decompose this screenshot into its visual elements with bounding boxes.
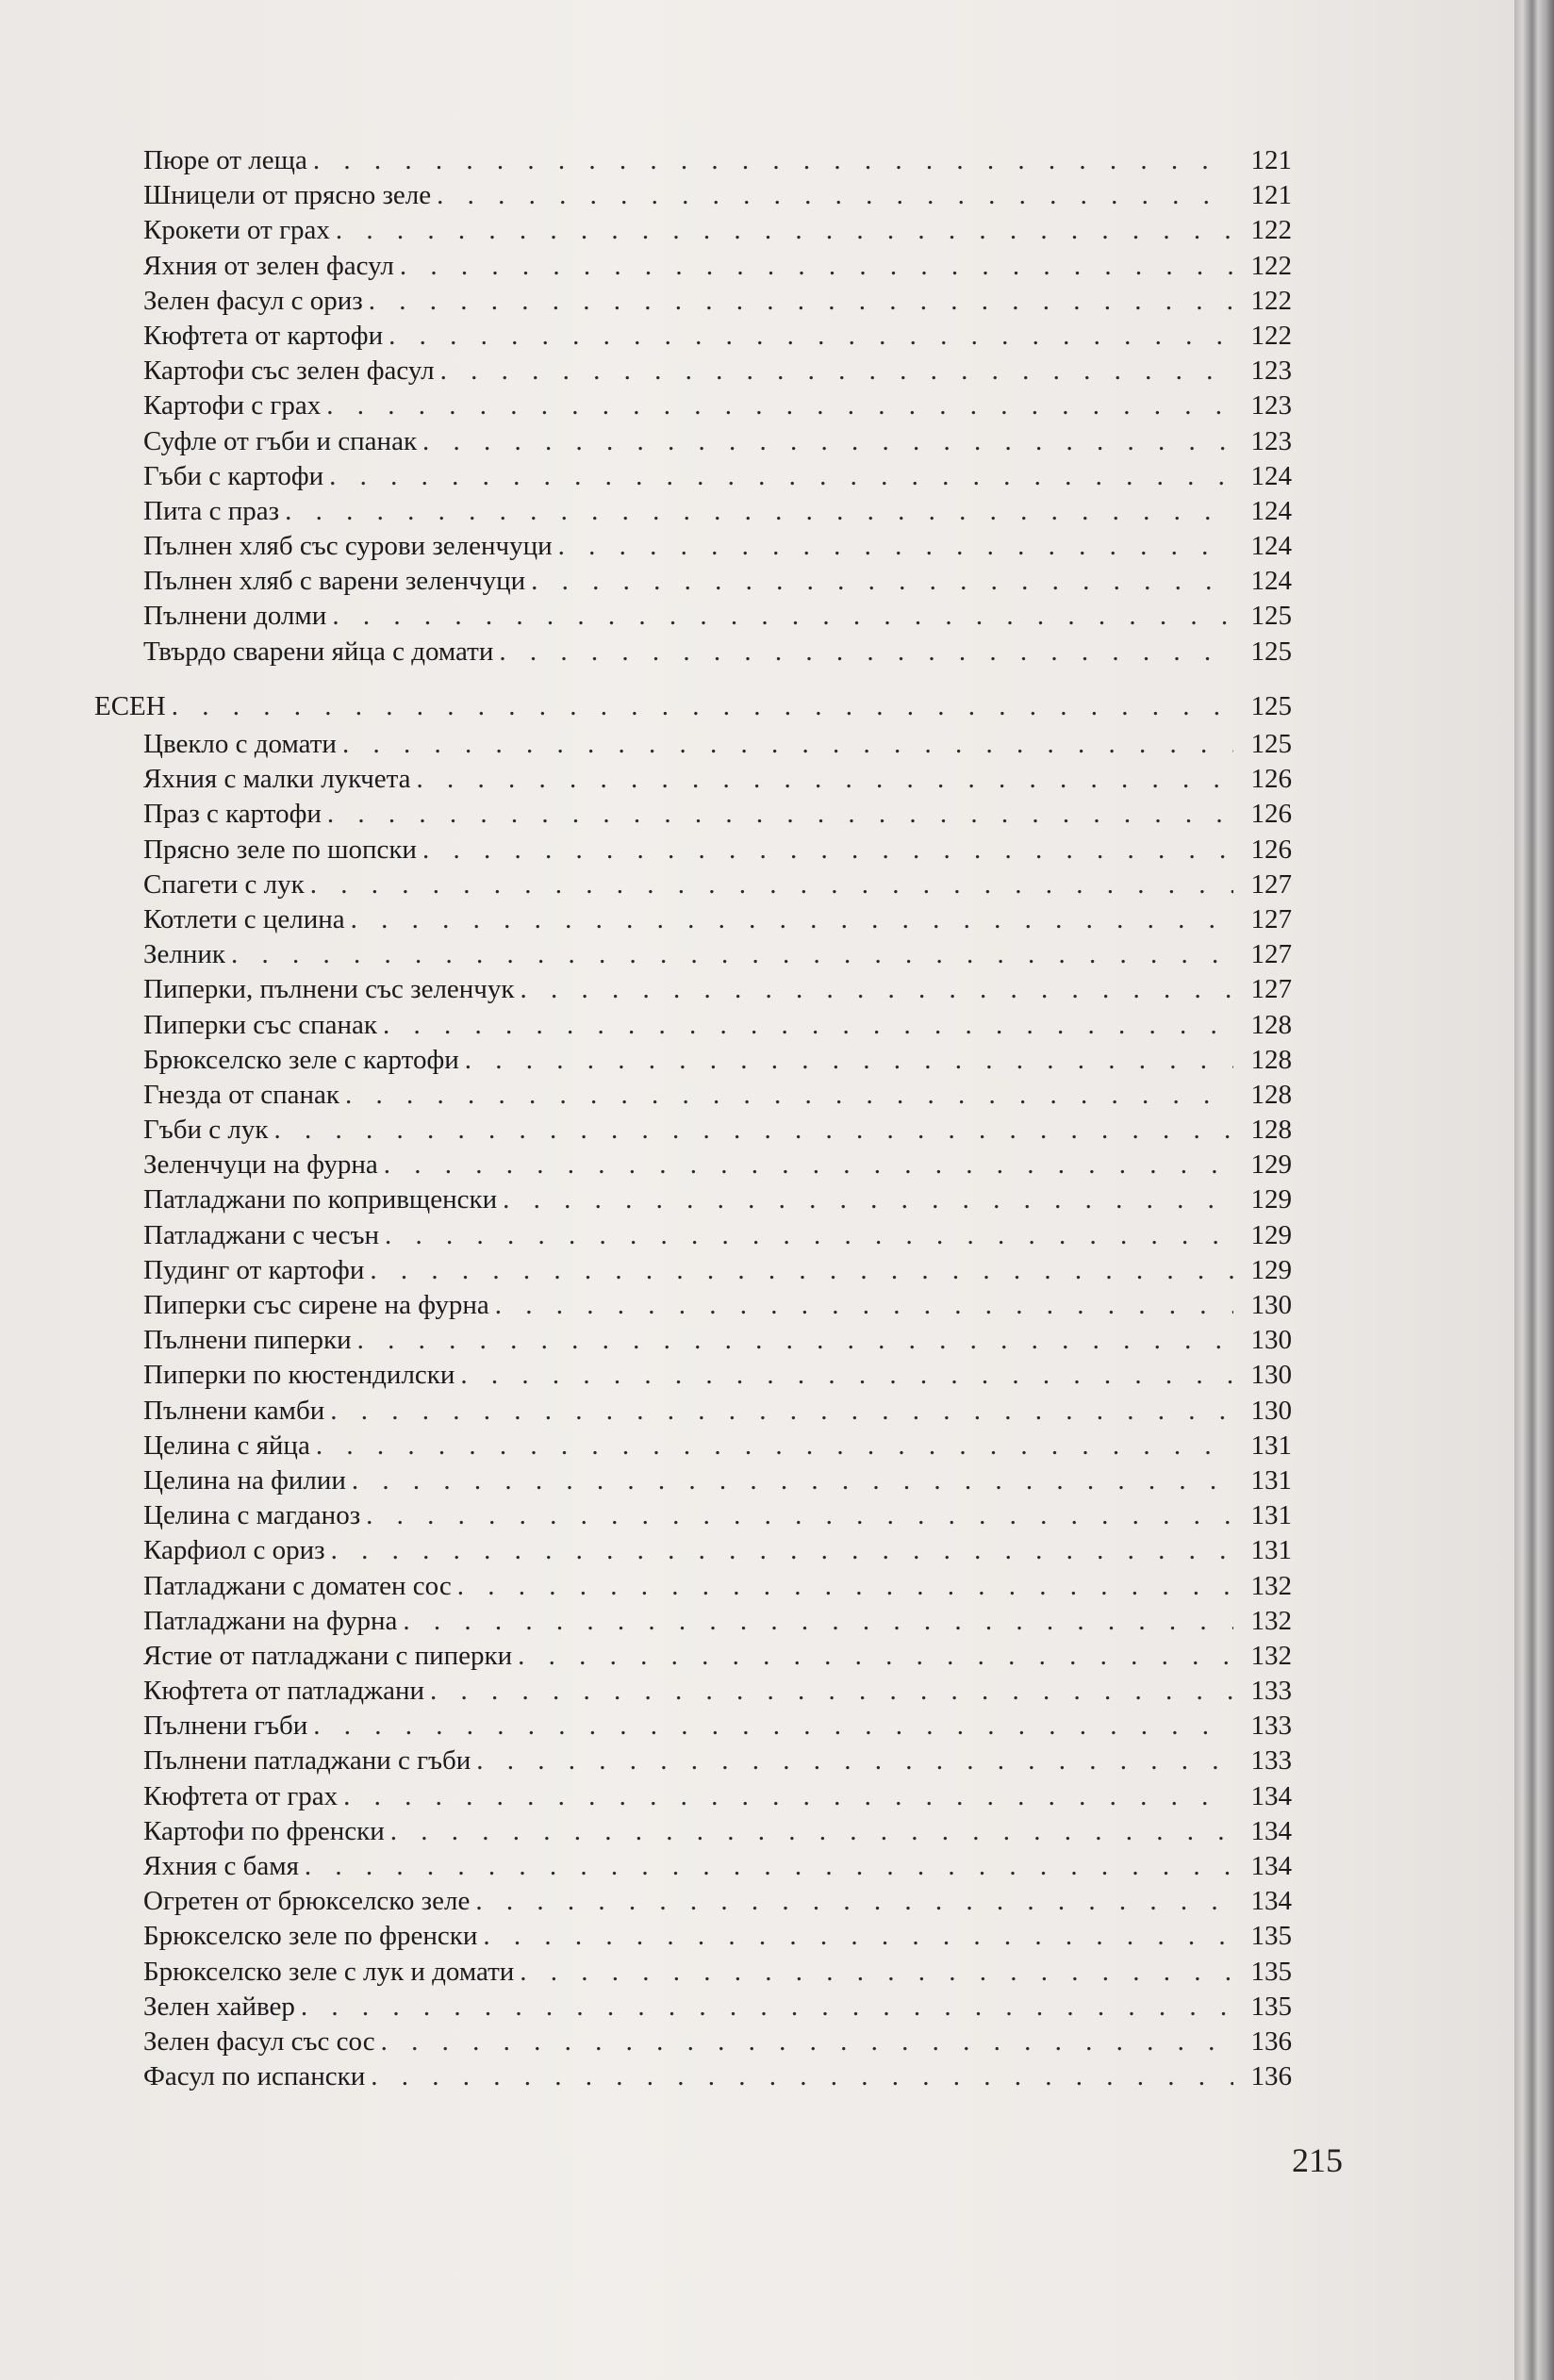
dot-leader bbox=[499, 635, 1233, 669]
toc-entry-page: 136 bbox=[1250, 2061, 1292, 2092]
dot-leader bbox=[370, 1253, 1233, 1288]
toc-entry-page: 131 bbox=[1250, 1430, 1292, 1461]
dot-leader bbox=[313, 143, 1233, 178]
dot-leader bbox=[440, 354, 1233, 388]
toc-entry bbox=[94, 319, 1292, 354]
dot-leader bbox=[460, 1358, 1233, 1393]
dot-leader bbox=[384, 1148, 1233, 1182]
toc-entry-page: 134 bbox=[1250, 1815, 1292, 1846]
dot-leader bbox=[371, 2059, 1233, 2094]
toc-entry-title: Пюре от леща bbox=[143, 145, 307, 175]
toc-entry bbox=[94, 1604, 1292, 1639]
toc-entry bbox=[94, 1078, 1292, 1113]
toc-entry-page: 124 bbox=[1250, 460, 1292, 491]
toc-entry bbox=[94, 972, 1292, 1007]
toc-entry-title: Целина с яйца bbox=[143, 1430, 310, 1461]
toc-entry bbox=[94, 1744, 1292, 1778]
toc-entry-page: 136 bbox=[1250, 2025, 1292, 2057]
toc-entry-title: Пълнен хляб със сурови зеленчуци bbox=[143, 531, 553, 562]
dot-leader bbox=[495, 1288, 1233, 1323]
toc-entry-title: Зелен фасул със сос bbox=[143, 2025, 375, 2057]
toc-entry-title: Патладжани с доматен сос bbox=[143, 1570, 452, 1601]
toc-entry-title: Пиперки по кюстендилски bbox=[143, 1360, 455, 1391]
table-of-contents bbox=[94, 143, 1292, 2094]
dot-leader bbox=[326, 388, 1233, 423]
dot-leader bbox=[331, 1533, 1233, 1568]
toc-entry-title: Твърдо сварени яйца с домати bbox=[143, 636, 494, 667]
dot-leader bbox=[357, 1323, 1233, 1358]
toc-entry bbox=[94, 1358, 1292, 1393]
toc-entry-title: Крокети от грах bbox=[143, 215, 330, 246]
toc-entry bbox=[94, 1218, 1292, 1253]
toc-entry-page: 134 bbox=[1250, 1851, 1292, 1881]
toc-entry-title: Шницели от прясно зеле bbox=[143, 180, 432, 211]
toc-entry-title: Пълнен хляб с варени зеленчуци bbox=[143, 566, 526, 597]
toc-entry bbox=[94, 1323, 1292, 1358]
toc-entry-title: Ястие от патладжани с пиперки bbox=[143, 1640, 513, 1671]
toc-entry-page: 121 bbox=[1250, 145, 1292, 175]
toc-entry-page: 135 bbox=[1250, 1921, 1292, 1952]
toc-entry-title: Суфле от гъби и спанак bbox=[143, 425, 418, 456]
toc-entry-page: 123 bbox=[1250, 390, 1292, 421]
toc-entry-title: Гнезда от спанак bbox=[143, 1079, 339, 1110]
toc-entry-page: 127 bbox=[1250, 974, 1292, 1005]
toc-entry-page: 124 bbox=[1250, 495, 1292, 526]
toc-entry-page: 134 bbox=[1250, 1780, 1292, 1811]
toc-entry-page: 127 bbox=[1250, 903, 1292, 934]
toc-entry-page: 125 bbox=[1250, 690, 1292, 721]
dot-leader bbox=[327, 797, 1233, 832]
dot-leader bbox=[343, 1779, 1233, 1814]
toc-entry bbox=[94, 1463, 1292, 1498]
toc-entry-title: Пита с праз bbox=[143, 495, 280, 526]
toc-entry bbox=[94, 1779, 1292, 1814]
toc-entry bbox=[94, 1043, 1292, 1078]
toc-entry-page: 125 bbox=[1250, 636, 1292, 667]
toc-entry-title: Праз с картофи bbox=[143, 799, 322, 830]
toc-entry-page: 130 bbox=[1250, 1395, 1292, 1426]
toc-entry-page: 128 bbox=[1250, 1079, 1292, 1110]
toc-entry bbox=[94, 459, 1292, 494]
toc-entry-page: 125 bbox=[1250, 601, 1292, 632]
toc-entry bbox=[94, 249, 1292, 284]
toc-entry-title: Спагети с лук bbox=[143, 868, 305, 900]
dot-leader bbox=[483, 1919, 1233, 1954]
toc-entry bbox=[94, 1288, 1292, 1323]
dot-leader bbox=[310, 868, 1233, 902]
toc-entry-title: Целина на филии bbox=[143, 1464, 346, 1496]
toc-entry-title: Пиперки със сирене на фурна bbox=[143, 1290, 489, 1320]
toc-entry bbox=[94, 833, 1292, 868]
toc-entry bbox=[94, 599, 1292, 634]
toc-entry-title: Пълнени пиперки bbox=[143, 1325, 352, 1356]
toc-entry-title: Гъби с лук bbox=[143, 1115, 269, 1146]
dot-leader bbox=[465, 1043, 1233, 1078]
toc-entry-page: 126 bbox=[1250, 764, 1292, 795]
toc-entry bbox=[94, 1849, 1292, 1884]
toc-entry bbox=[94, 1814, 1292, 1849]
dot-leader bbox=[476, 1744, 1233, 1778]
toc-entry-page: 131 bbox=[1250, 1500, 1292, 1531]
dot-leader bbox=[301, 1990, 1233, 2025]
dot-leader bbox=[366, 1498, 1233, 1533]
toc-entry bbox=[94, 2025, 1292, 2059]
dot-leader bbox=[351, 902, 1233, 937]
toc-entry-title: Пиперки, пълнени със зеленчук bbox=[143, 974, 515, 1005]
toc-entry-title: Картофи със зелен фасул bbox=[143, 355, 435, 387]
toc-entry-page: 125 bbox=[1250, 729, 1292, 759]
dot-leader bbox=[388, 319, 1233, 354]
toc-entry-page: 135 bbox=[1250, 1991, 1292, 2022]
toc-entry-title: Патладжани на фурна bbox=[143, 1605, 398, 1636]
toc-entry-page: 123 bbox=[1250, 355, 1292, 387]
toc-entry-title: Пудинг от картофи bbox=[143, 1254, 365, 1285]
toc-entry-title: Яхния с малки лукчета bbox=[143, 764, 411, 795]
dot-leader bbox=[313, 1709, 1233, 1744]
toc-entry bbox=[94, 1533, 1292, 1568]
toc-entry-page: 128 bbox=[1250, 1009, 1292, 1040]
dot-leader bbox=[422, 424, 1233, 459]
dot-leader bbox=[518, 1639, 1233, 1674]
toc-entry bbox=[94, 388, 1292, 423]
toc-entry-page: 133 bbox=[1250, 1711, 1292, 1742]
toc-entry-title: Цвекло с домати bbox=[143, 729, 337, 759]
toc-entry-title: ЕСЕН bbox=[94, 690, 166, 721]
toc-entry-page: 122 bbox=[1250, 320, 1292, 351]
dot-leader bbox=[475, 1884, 1233, 1919]
toc-entry bbox=[94, 1113, 1292, 1148]
toc-entry bbox=[94, 1569, 1292, 1604]
dot-leader bbox=[285, 494, 1233, 529]
toc-entry bbox=[94, 1008, 1292, 1043]
toc-entry bbox=[94, 797, 1292, 832]
toc-entry-page: 130 bbox=[1250, 1325, 1292, 1356]
dot-leader bbox=[231, 937, 1233, 972]
dot-leader bbox=[172, 689, 1233, 724]
toc-entry-page: 129 bbox=[1250, 1184, 1292, 1215]
toc-section-heading bbox=[94, 689, 1292, 724]
toc-entry-title: Патладжани с чесън bbox=[143, 1219, 379, 1250]
toc-entry-title: Фасул по испански bbox=[143, 2061, 366, 2092]
toc-entry-title: Пълнени камби bbox=[143, 1395, 325, 1426]
dot-leader bbox=[437, 178, 1233, 213]
toc-entry bbox=[94, 762, 1292, 797]
toc-entry-title: Патладжани по копривщенски bbox=[143, 1184, 498, 1215]
toc-entry bbox=[94, 529, 1292, 564]
toc-entry-page: 127 bbox=[1250, 868, 1292, 900]
toc-entry-page: 122 bbox=[1250, 285, 1292, 316]
toc-entry bbox=[94, 1182, 1292, 1217]
toc-entry bbox=[94, 1148, 1292, 1182]
toc-entry-page: 128 bbox=[1250, 1115, 1292, 1146]
toc-entry-title: Кюфтета от грах bbox=[143, 1780, 339, 1811]
toc-entry-title: Яхния с бамя bbox=[143, 1851, 299, 1881]
toc-entry bbox=[94, 1884, 1292, 1919]
toc-entry bbox=[94, 1990, 1292, 2025]
dot-leader bbox=[305, 1849, 1233, 1884]
toc-entry-page: 133 bbox=[1250, 1745, 1292, 1777]
dot-leader bbox=[336, 213, 1233, 248]
dot-leader bbox=[400, 249, 1233, 284]
toc-entry-title: Кюфтета от патладжани bbox=[143, 1676, 425, 1707]
toc-entry-page: 130 bbox=[1250, 1290, 1292, 1320]
toc-entry-page: 126 bbox=[1250, 799, 1292, 830]
dot-leader bbox=[430, 1674, 1233, 1709]
toc-entry-title: Брюкселско зеле с лук и домати bbox=[143, 1956, 515, 1987]
dot-leader bbox=[332, 599, 1233, 634]
toc-entry-title: Прясно зеле по шопски bbox=[143, 834, 417, 865]
toc-entry bbox=[94, 1639, 1292, 1674]
dot-leader bbox=[422, 833, 1233, 868]
dot-leader bbox=[342, 727, 1233, 762]
toc-entry-title: Кюфтета от картофи bbox=[143, 320, 384, 351]
dot-leader bbox=[329, 459, 1233, 494]
toc-entry-title: Брюкселско зеле по френски bbox=[143, 1921, 478, 1952]
toc-entry-title: Огретен от брюкселско зеле bbox=[143, 1886, 471, 1917]
dot-leader bbox=[369, 284, 1233, 319]
toc-entry-page: 129 bbox=[1250, 1149, 1292, 1181]
toc-entry-title: Зелен фасул с ориз bbox=[143, 285, 363, 316]
dot-leader bbox=[457, 1569, 1233, 1604]
toc-entry-page: 122 bbox=[1250, 215, 1292, 246]
page-edge-stack bbox=[1514, 0, 1554, 2380]
dot-leader bbox=[520, 1955, 1233, 1990]
toc-entry-page: 122 bbox=[1250, 250, 1292, 281]
toc-entry bbox=[94, 1394, 1292, 1429]
toc-entry bbox=[94, 902, 1292, 937]
toc-entry bbox=[94, 178, 1292, 213]
toc-entry-title: Целина с магданоз bbox=[143, 1500, 361, 1531]
toc-entry-title: Яхния от зелен фасул bbox=[143, 250, 394, 281]
toc-entry-page: 131 bbox=[1250, 1464, 1292, 1496]
dot-leader bbox=[316, 1429, 1233, 1463]
toc-entry-title: Пълнени патладжани с гъби bbox=[143, 1745, 471, 1777]
toc-entry bbox=[94, 494, 1292, 529]
toc-entry bbox=[94, 354, 1292, 388]
toc-entry-title: Зелен хайвер bbox=[143, 1991, 295, 2022]
toc-entry-page: 131 bbox=[1250, 1535, 1292, 1566]
toc-entry bbox=[94, 1919, 1292, 1954]
toc-entry-title: Брюкселско зеле с картофи bbox=[143, 1044, 459, 1075]
toc-entry-page: 128 bbox=[1250, 1044, 1292, 1075]
toc-entry-page: 124 bbox=[1250, 531, 1292, 562]
toc-entry-title: Пълнени гъби bbox=[143, 1711, 308, 1742]
toc-entry-page: 127 bbox=[1250, 939, 1292, 970]
toc-entry-title: Картофи с грах bbox=[143, 390, 322, 421]
toc-entry bbox=[94, 1498, 1292, 1533]
page-number: 215 bbox=[1292, 2141, 1343, 2179]
dot-leader bbox=[330, 1394, 1233, 1429]
toc-entry-page: 123 bbox=[1250, 425, 1292, 456]
dot-leader bbox=[390, 1814, 1233, 1849]
dot-leader bbox=[352, 1463, 1233, 1498]
toc-entry-page: 132 bbox=[1250, 1605, 1292, 1636]
dot-leader bbox=[385, 1218, 1233, 1253]
toc-entry bbox=[94, 424, 1292, 459]
dot-leader bbox=[520, 972, 1233, 1007]
dot-leader bbox=[403, 1604, 1233, 1639]
toc-entry-page: 133 bbox=[1250, 1676, 1292, 1707]
toc-entry-title: Зеленчуци на фурна bbox=[143, 1149, 378, 1181]
dot-leader bbox=[503, 1182, 1233, 1217]
toc-entry-title: Пиперки със спанак bbox=[143, 1009, 377, 1040]
dot-leader bbox=[273, 1113, 1233, 1148]
toc-entry-title: Зелник bbox=[143, 939, 225, 970]
toc-entry-page: 135 bbox=[1250, 1956, 1292, 1987]
toc-entry bbox=[94, 727, 1292, 762]
dot-leader bbox=[381, 2025, 1233, 2059]
toc-entry bbox=[94, 1709, 1292, 1744]
dot-leader bbox=[558, 529, 1233, 564]
toc-entry bbox=[94, 1674, 1292, 1709]
toc-entry-page: 132 bbox=[1250, 1570, 1292, 1601]
toc-entry bbox=[94, 284, 1292, 319]
toc-entry-page: 126 bbox=[1250, 834, 1292, 865]
toc-entry-page: 129 bbox=[1250, 1219, 1292, 1250]
toc-entry-title: Карфиол с ориз bbox=[143, 1535, 325, 1566]
dot-leader bbox=[383, 1008, 1233, 1043]
dot-leader bbox=[345, 1078, 1233, 1113]
toc-entry bbox=[94, 937, 1292, 972]
toc-entry bbox=[94, 564, 1292, 599]
toc-entry bbox=[94, 143, 1292, 178]
toc-entry-title: Картофи по френски bbox=[143, 1815, 385, 1846]
toc-entry bbox=[94, 1955, 1292, 1990]
toc-entry bbox=[94, 868, 1292, 902]
toc-entry-title: Котлети с целина bbox=[143, 903, 345, 934]
toc-entry-page: 129 bbox=[1250, 1254, 1292, 1285]
toc-entry bbox=[94, 1253, 1292, 1288]
toc-entry bbox=[94, 213, 1292, 248]
toc-entry-page: 134 bbox=[1250, 1886, 1292, 1917]
toc-entry-page: 132 bbox=[1250, 1640, 1292, 1671]
toc-entry-page: 124 bbox=[1250, 566, 1292, 597]
toc-entry bbox=[94, 2059, 1292, 2094]
toc-entry-page: 121 bbox=[1250, 180, 1292, 211]
dot-leader bbox=[531, 564, 1233, 599]
dot-leader bbox=[417, 762, 1234, 797]
toc-entry-title: Пълнени долми bbox=[143, 601, 327, 632]
toc-entry-page: 130 bbox=[1250, 1360, 1292, 1391]
toc-entry bbox=[94, 1429, 1292, 1463]
toc-entry bbox=[94, 635, 1292, 669]
toc-entry-title: Гъби с картофи bbox=[143, 460, 324, 491]
